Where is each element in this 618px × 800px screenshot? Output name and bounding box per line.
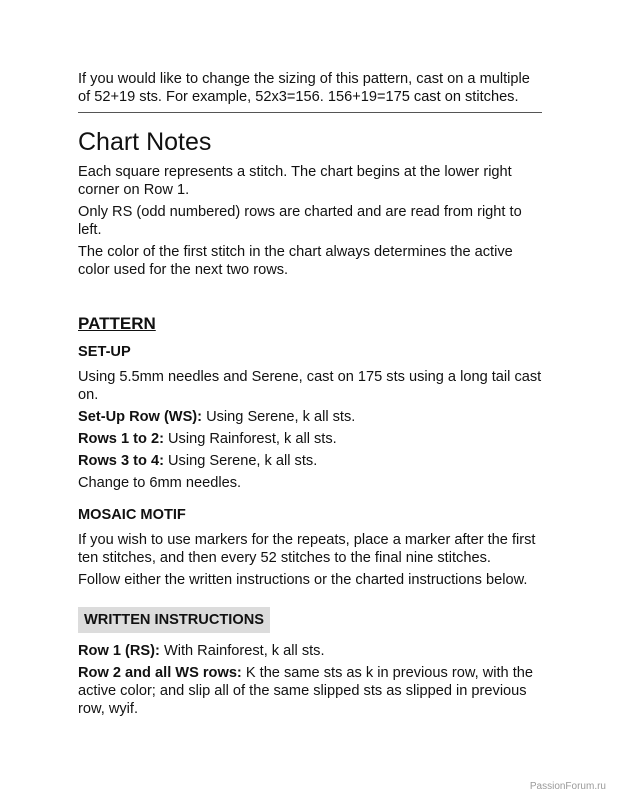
setup-step [78, 430, 542, 448]
setup-text: Using 5.5mm needles and Serene, cast on 175 sts using a long tail cast on. [78, 369, 542, 403]
setup-step [78, 408, 542, 426]
step-text: Using Serene, k all sts. [202, 409, 356, 425]
written-row [78, 642, 542, 660]
row-text: With Rainforest, k all sts. [159, 643, 325, 659]
chart-note: The color of the first stitch in the chart always determines the active color used for the next two rows. [78, 244, 513, 278]
setup-closing: Change to 6mm needles. [78, 475, 242, 491]
sizing-intro: If you would like to change the sizing of this pattern, cast on a multiple of 52+19 sts. For example, 52x3=156. 156+19=175 cast on stitches. [78, 71, 530, 105]
setup-step [78, 452, 542, 470]
pattern-heading: PATTERN [78, 314, 156, 333]
step-text: Using Serene, k all sts. [163, 453, 318, 469]
mosaic-text: Follow either the written instructions or the charted instructions below. [78, 572, 528, 588]
step-label: Set-Up Row (WS): [78, 409, 203, 425]
chart-notes-heading: Chart Notes [78, 128, 212, 156]
written-row [78, 664, 542, 718]
step-text: Using Rainforest, k all sts. [163, 431, 337, 447]
row-label: Row 1 (RS): [78, 643, 160, 659]
chart-note: Only RS (odd numbered) rows are charted and are read from right to left. [78, 204, 522, 238]
mosaic-heading: MOSAIC MOTIF [78, 507, 186, 523]
watermark: PassionForum.ru [529, 781, 606, 792]
row-text: K the same sts as k in previous row, with the active color; and slip all of the same slipped sts as slipped in previous row, wyif. [78, 665, 533, 717]
step-label: Rows 3 to 4: [78, 453, 164, 469]
chart-note: Each square represents a stitch. The chart begins at the lower right corner on Row 1. [78, 164, 512, 198]
document-page [78, 70, 542, 722]
section-divider [78, 112, 542, 113]
written-instructions-banner: WRITTEN INSTRUCTIONS [78, 607, 270, 633]
mosaic-text: If you wish to use markers for the repeats, place a marker after the first ten stitches, and then every 52 stitches to the final nine stitches. [78, 532, 536, 566]
setup-heading: SET-UP [78, 344, 131, 360]
step-label: Rows 1 to 2: [78, 431, 164, 447]
row-label: Row 2 and all WS rows: [78, 665, 242, 681]
